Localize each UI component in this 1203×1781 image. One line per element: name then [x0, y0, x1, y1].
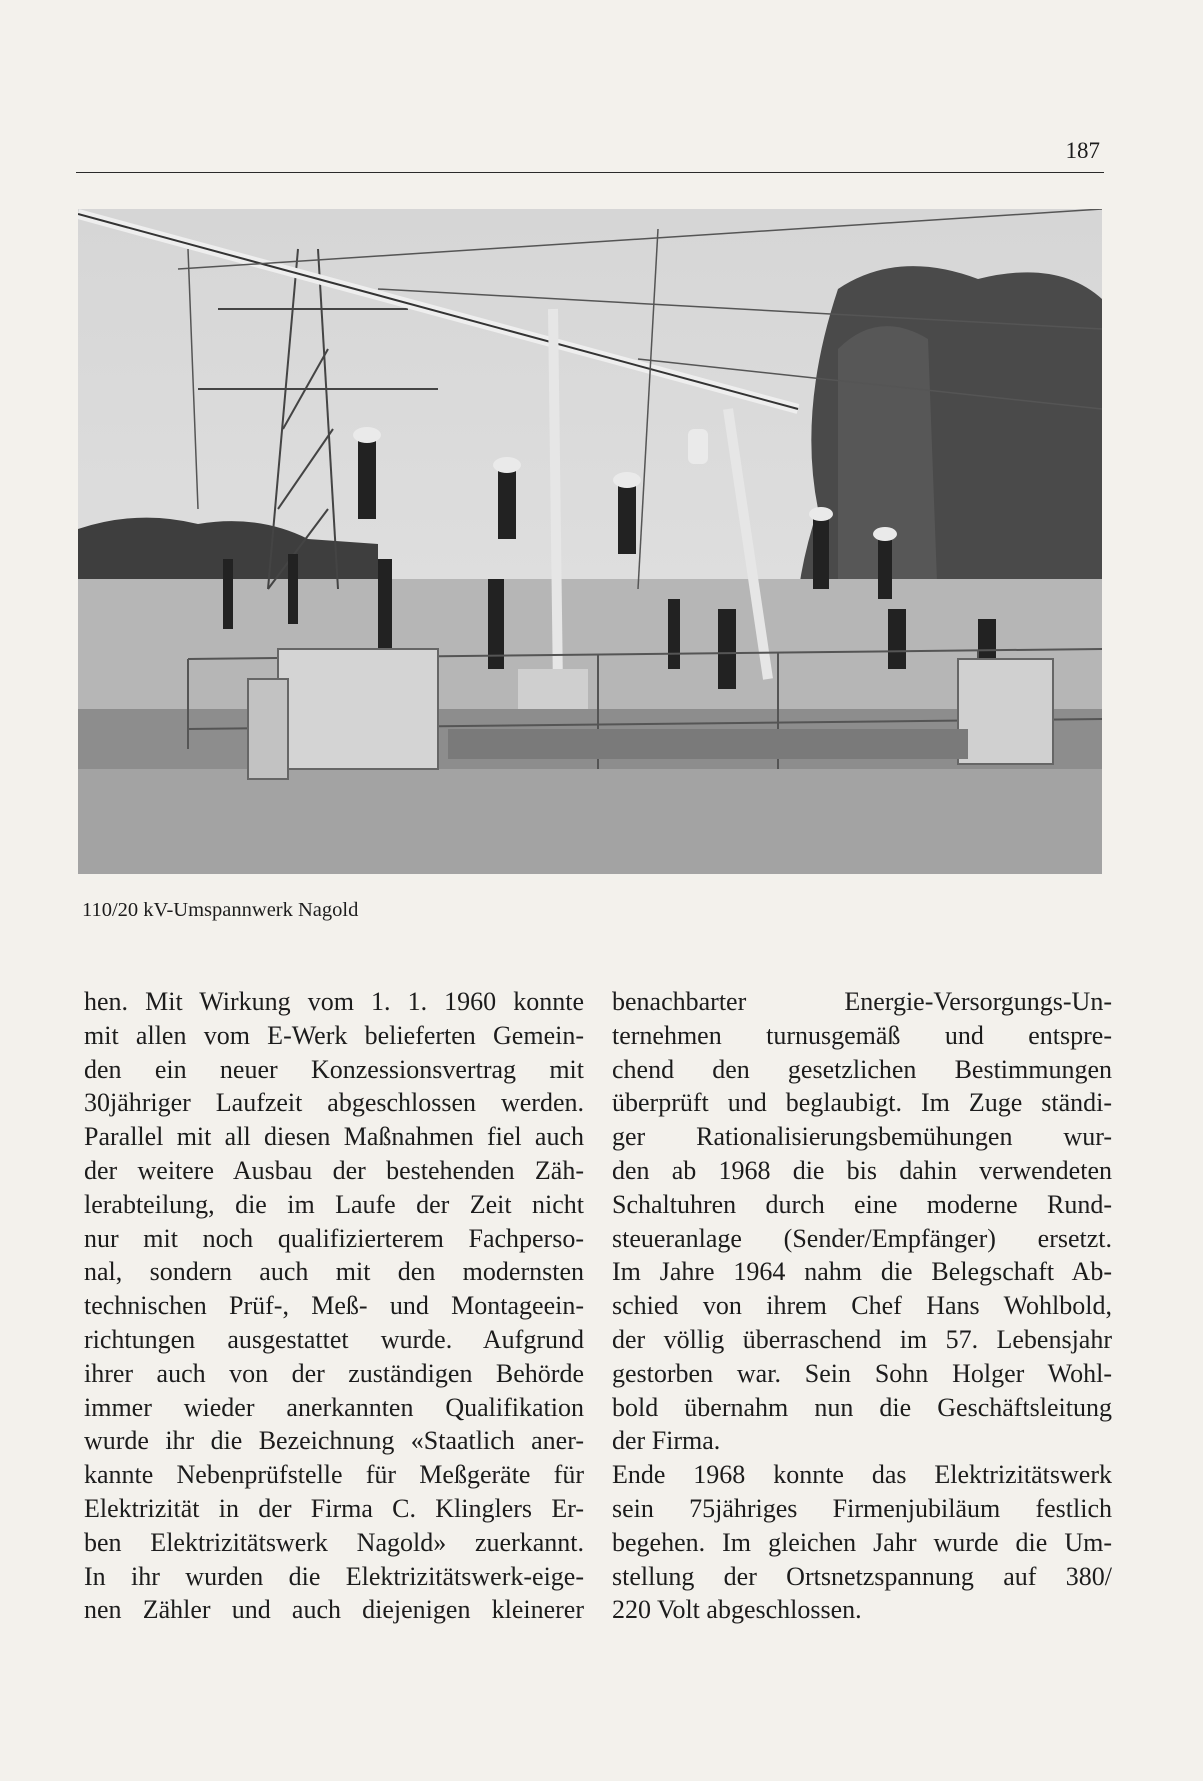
text-column-left	[84, 985, 584, 1627]
text-line: nal, sondern auch mit den modernsten	[84, 1257, 584, 1287]
text-line: richtungen ausgestattet wurde. Aufgrund	[84, 1324, 584, 1354]
text-line: Im Jahre 1964 nahm die Belegschaft Ab-	[612, 1257, 1112, 1287]
text-line: der weitere Ausbau der bestehenden Zäh-	[84, 1155, 584, 1185]
substation-photo	[78, 209, 1102, 874]
text-line: Elektrizität in der Firma C. Klinglers Er-	[84, 1493, 584, 1523]
text-line: den ein neuer Konzessionsvertrag mit	[84, 1054, 584, 1084]
substation-illustration	[78, 209, 1102, 874]
text-line: Parallel mit all diesen Maßnahmen fiel auch	[84, 1122, 584, 1152]
text-line: stellung der Ortsnetzspannung auf 380/	[612, 1561, 1112, 1591]
text-column-right	[612, 985, 1112, 1627]
figure-caption: 110/20 kV-Umspannwerk Nagold	[82, 899, 359, 921]
text-line: sein 75jähriges Firmenjubiläum festlich	[612, 1493, 1112, 1523]
text-line: nur mit noch qualifizierterem Fachperso-	[84, 1223, 584, 1253]
text-line: benachbarter Energie-Versorgungs-Un-	[612, 987, 1112, 1016]
text-line: der völlig überraschend im 57. Lebensjahr	[612, 1324, 1112, 1354]
text-line: schied von ihrem Chef Hans Wohlbold,	[612, 1291, 1112, 1321]
text-line: der Firma.	[612, 1426, 721, 1456]
text-line: immer wieder anerkannten Qualifikation	[84, 1392, 584, 1422]
text-line: ben Elektrizitätswerk Nagold» zuerkannt.	[84, 1527, 584, 1557]
text-line: In ihr wurden die Elektrizitätswerk-eige-	[84, 1561, 584, 1591]
text-line: lerabteilung, die im Laufe der Zeit nicht	[84, 1189, 584, 1219]
text-line: ternehmen turnusgemäß und entspre-	[612, 1020, 1112, 1050]
page-number: 187	[1065, 138, 1100, 163]
text-line: wurde ihr die Bezeichnung «Staatlich aner-	[84, 1426, 584, 1456]
text-line: Ende 1968 konnte das Elektrizitätswerk	[612, 1460, 1112, 1490]
text-line: überprüft und beglaubigt. Im Zuge ständi-	[612, 1088, 1112, 1118]
text-line: 220 Volt abgeschlossen.	[612, 1595, 862, 1625]
text-line: technischen Prüf-, Meß- und Montageein-	[84, 1291, 584, 1321]
text-line: den ab 1968 die bis dahin verwendeten	[612, 1155, 1112, 1185]
text-line: bold übernahm nun die Geschäftsleitung	[612, 1392, 1112, 1422]
text-line: steueranlage (Sender/Empfänger) ersetzt.	[612, 1223, 1112, 1253]
text-line: chend den gesetzlichen Bestimmungen	[612, 1054, 1112, 1084]
text-line: begehen. Im gleichen Jahr wurde die Um-	[612, 1527, 1112, 1557]
text-line: nen Zähler und auch diejenigen kleinerer	[84, 1595, 584, 1625]
text-line: gestorben war. Sein Sohn Holger Wohl-	[612, 1358, 1112, 1388]
text-line: mit allen vom E-Werk belieferten Gemein-	[84, 1020, 584, 1050]
text-line: 30jähriger Laufzeit abgeschlossen werden.	[84, 1088, 584, 1118]
text-line: hen. Mit Wirkung vom 1. 1. 1960 konnte	[84, 987, 584, 1016]
text-line: kannte Nebenprüfstelle für Meßgeräte für	[84, 1460, 584, 1490]
text-line: Schaltuhren durch eine moderne Rund-	[612, 1189, 1112, 1219]
text-line: ger Rationalisierungsbemühungen wur-	[612, 1122, 1112, 1152]
text-line: ihrer auch von der zuständigen Behörde	[84, 1358, 584, 1388]
header-rule	[76, 172, 1104, 173]
